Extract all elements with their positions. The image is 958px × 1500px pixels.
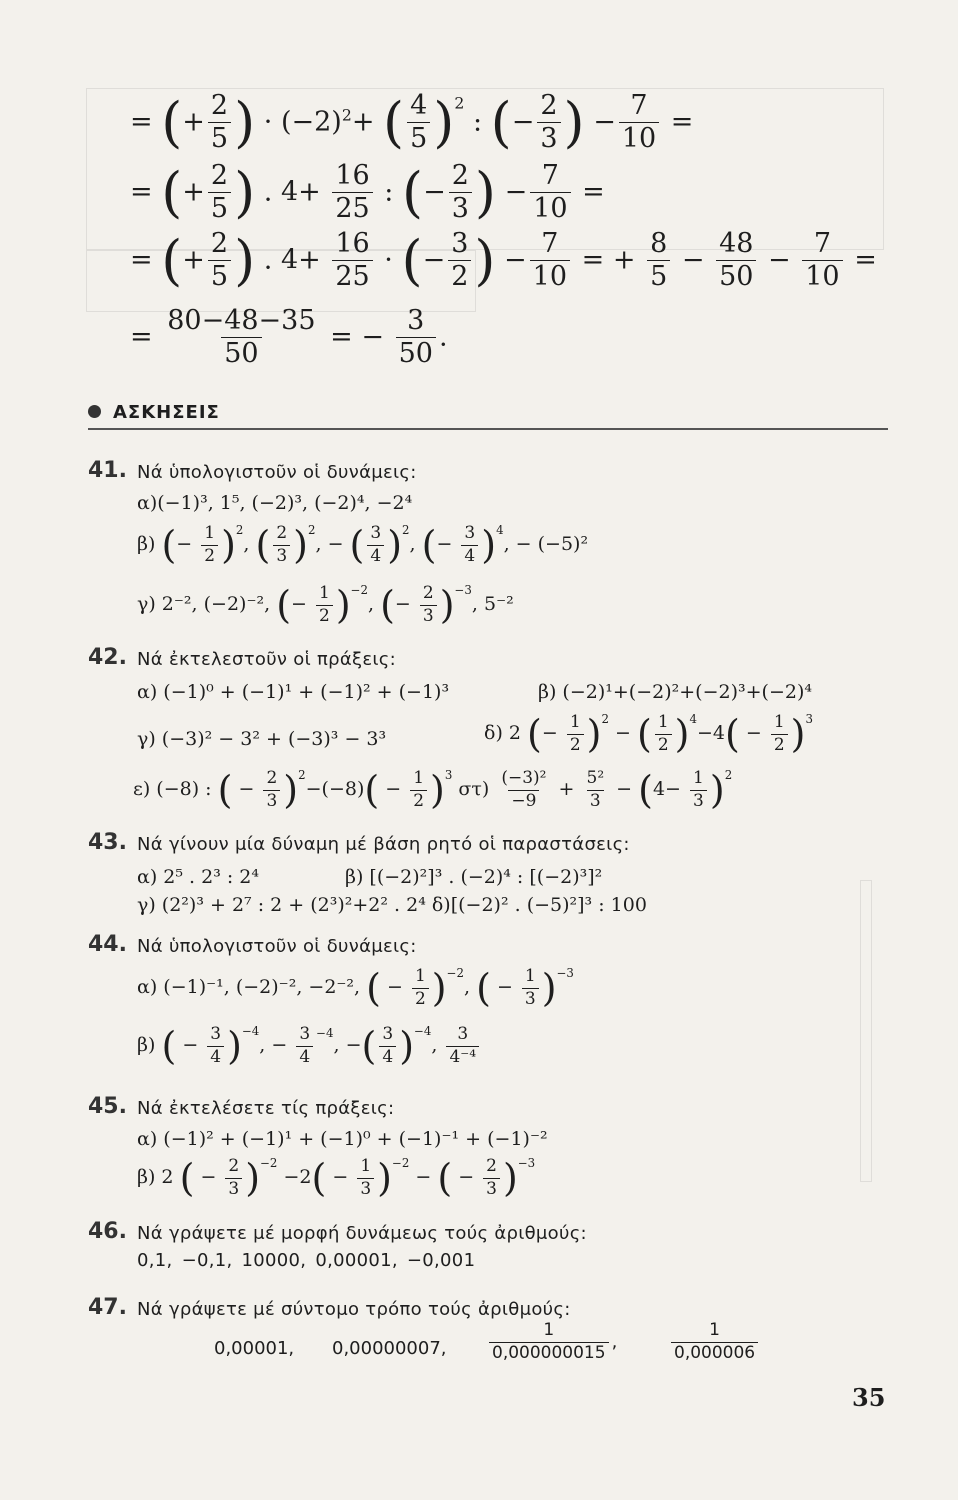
calc-line-2: = (+ $\frac{2}{5}$ ) . 4+ $\frac{16}{25}$ : (− $\frac{2}{3}$ ) − $\frac{7}{10}$ = [130,160,605,225]
exercise-47-f1: $\frac{1}{0,000000015}$ , [486,1322,617,1363]
exercise-42-b: β) (−2)¹+(−2)²+(−2)³+(−2)⁴ [538,681,812,703]
exercise-42-text: Νά ἐκτελεστοῦν οἱ πράξεις: [137,649,397,670]
exercise-47-number: 47. [88,1295,127,1320]
exercise-45-text: Νά ἐκτελέσετε τίς πράξεις: [137,1098,395,1119]
exercise-46-text: Νά γράψετε μέ μορφή δυνάμεως τούς ἀριθμούς: [137,1223,587,1244]
exercise-42-g: γ) (−3)² − 3² + (−3)³ − 3³ [137,728,387,750]
exercise-44-text: Νά ὑπολογιστοῦν οἱ δυνάμεις: [137,936,417,957]
calc-line-4: = $\frac{80-48-35}{50}$ = − $\frac{3}{50}$ . [130,305,448,370]
exercise-43-text: Νά γίνουν μία δύναμη μέ βάση ρητό οἱ παραστάσεις: [137,834,630,855]
exercise-47-v2: 0,00000007, [332,1338,447,1359]
exercise-44-a: α) (−1)⁻¹, (−2)⁻², −2⁻², ( − $\frac{1}{2}$ )$^{-2}$, ( − $\frac{1}{3}$ )$^{-3}$ [137,965,574,1010]
exercise-41-a: α)(−1)³, 1⁵, (−2)³, (−2)⁴, −2⁴ [137,492,413,514]
bullet-icon [88,405,101,418]
exercise-44-b: β) ( − $\frac{3}{4}$ )$^{-4}$, − $\frac{3}{4}$ $^{-4}$, −( $\frac{3}{4}$ )$^{-4}$, $\frac{3}{\text{4⁻⁴}}$ [137,1024,482,1066]
exercise-42-d: δ) 2 (− $\frac{1}{2}$ )$^2$ − ( $\frac{1}{2}$ )$^4$−4( − $\frac{1}{2}$ )$^3$ [484,711,813,756]
calc-line-3: = (+ $\frac{2}{5}$ ) . 4+ $\frac{16}{25}$ · (− $\frac{3}{2}$ ) − $\frac{7}{10}$ = + $\frac{8}{5}$ − $\frac{48}{50}$ − $\frac{7}{10}$ = [130,228,877,293]
exercise-41-number: 41. [88,458,127,483]
exercise-41-b: β) (− $\frac{1}{2}$ )$^2$, ( $\frac{2}{3}$ )$^2$, − ( $\frac{3}{4}$ )$^2$, (− $\frac{3}{4}$ )$^4$, − (−5)² [137,522,589,567]
exercise-41-text: Νά ὑπολογιστοῦν οἱ δυνάμεις: [137,462,417,483]
exercise-43-g: γ) (2²)³ + 2⁷ : 2 + (2³)²+2² . 2⁴ δ)[(−2)² . (−5)²]³ : 100 [137,894,647,916]
exercise-42-e: ε) (−8) : ( − $\frac{2}{3}$ )$^2$−(−8)( − $\frac{1}{2}$ )$^3$ στ) $\frac{\text{(−3)²}}{-9}$ + $\frac{\text{5²}}{3}$ − (4− $\frac{1}{3}$ )$^2$ [133,767,733,812]
exercise-47-f2: $\frac{1}{0,000006}$ [668,1322,761,1363]
exercise-45-a: α) (−1)² + (−1)¹ + (−1)⁰ + (−1)⁻¹ + (−1)⁻² [137,1128,548,1150]
section-heading: ΑΣΚΗΣΕΙΣ [88,402,220,423]
exercise-43-a: α) 2⁵ . 2³ : 2⁴ [137,866,259,888]
section-divider [88,428,888,430]
exercise-42-a: α) (−1)⁰ + (−1)¹ + (−1)² + (−1)³ [137,681,450,703]
exercise-41-g: γ) 2⁻², (−2)⁻², (− $\frac{1}{2}$ )$^{-2}$, (− $\frac{2}{3}$ )$^{-3}$, 5⁻² [137,582,514,627]
exercise-43-number: 43. [88,830,127,855]
exercise-47-text: Νά γράψετε μέ σύντομο τρόπο τούς ἀριθμούς: [137,1299,571,1320]
exercise-45-b: β) 2 ( − $\frac{2}{3}$ )$^{-2}$ −2( − $\frac{1}{3}$ )$^{-2}$ − ( − $\frac{2}{3}$ )$^{-3}$ [137,1155,536,1200]
page-number: 35 [852,1383,886,1412]
exercise-46-values: 0,1, −0,1, 10000, 0,00001, −0,001 [137,1250,476,1271]
exercise-45-number: 45. [88,1094,127,1119]
exercise-47-v1: 0,00001, [214,1338,295,1359]
exercise-42-number: 42. [88,645,127,670]
exercise-44-number: 44. [88,932,127,957]
exercise-43-b: β) [(−2)²]³ . (−2)⁴ : [(−2)³]² [345,866,603,888]
calc-line-1: = (+ $\frac{2}{5}$ ) · $(-2)^2+$ ( $\frac{4}{5}$ )$^2$ : (− $\frac{2}{3}$ ) − $\frac{7}{10}$ = [130,90,694,155]
exercise-46-number: 46. [88,1219,127,1244]
bleed-through-frame [860,880,872,1182]
